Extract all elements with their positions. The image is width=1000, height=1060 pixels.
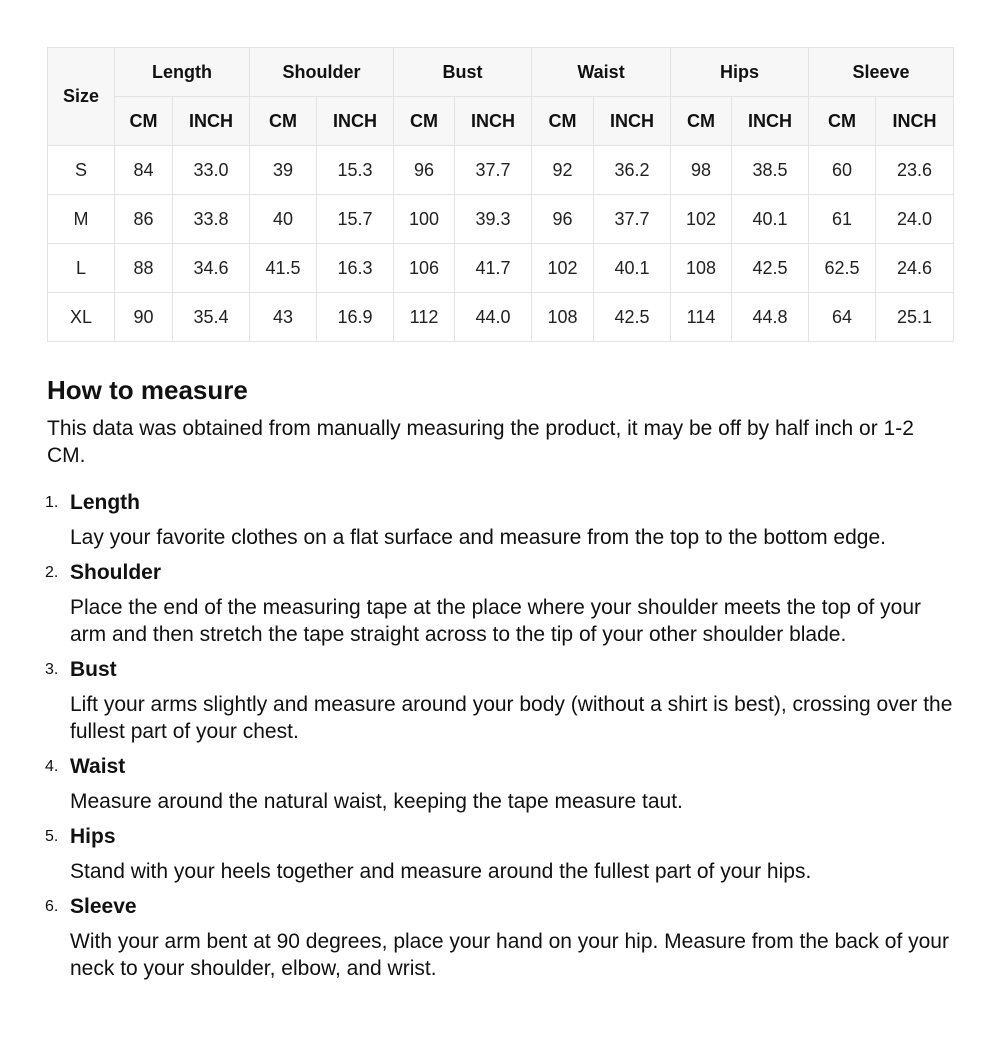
- value-cell: 102: [532, 244, 594, 293]
- value-cell: 38.5: [732, 146, 809, 195]
- value-cell: 24.0: [876, 195, 954, 244]
- table-group-header-row: [48, 48, 954, 97]
- value-cell: 84: [115, 146, 173, 195]
- measure-step-item: [47, 823, 953, 885]
- how-to-measure-title: How to measure: [47, 375, 248, 405]
- value-cell: 92: [532, 146, 594, 195]
- unit-header-inch: INCH: [732, 97, 809, 146]
- table-row: [48, 244, 954, 293]
- unit-header-inch: INCH: [317, 97, 394, 146]
- group-header-sleeve: Sleeve: [809, 48, 954, 97]
- group-header-length: Length: [115, 48, 250, 97]
- measure-intro-text: This data was obtained from manually measuring the product, it may be off by half inch or 1-2 CM.: [47, 417, 914, 467]
- value-cell: 39.3: [455, 195, 532, 244]
- step-number: 2.: [45, 564, 59, 581]
- measure-step-item: [47, 489, 953, 551]
- unit-header-inch: INCH: [594, 97, 671, 146]
- value-cell: 44.0: [455, 293, 532, 342]
- size-chart-table: [47, 47, 954, 342]
- step-number: 5.: [45, 828, 59, 845]
- step-title: Sleeve: [70, 895, 137, 918]
- step-description: Lift your arms slightly and measure around your body (without a shirt is best), crossing over the fullest part of your chest.: [70, 693, 953, 743]
- group-header-bust: Bust: [394, 48, 532, 97]
- step-description: Measure around the natural waist, keeping the tape measure taut.: [70, 790, 683, 813]
- value-cell: 108: [532, 293, 594, 342]
- value-cell: 25.1: [876, 293, 954, 342]
- step-title: Shoulder: [70, 561, 162, 584]
- value-cell: 44.8: [732, 293, 809, 342]
- value-cell: 23.6: [876, 146, 954, 195]
- group-header-hips: Hips: [671, 48, 809, 97]
- group-header-shoulder: Shoulder: [250, 48, 394, 97]
- unit-header-cm: CM: [671, 97, 732, 146]
- unit-header-cm: CM: [809, 97, 876, 146]
- value-cell: 114: [671, 293, 732, 342]
- value-cell: 41.5: [250, 244, 317, 293]
- step-description: Stand with your heels together and measure around the fullest part of your hips.: [70, 860, 812, 883]
- unit-header-cm: CM: [394, 97, 455, 146]
- step-number: 4.: [45, 758, 59, 775]
- size-guide: [47, 47, 953, 990]
- step-number: 6.: [45, 898, 59, 915]
- unit-header-cm: CM: [532, 97, 594, 146]
- table-body: [48, 146, 954, 342]
- step-description: Lay your favorite clothes on a flat surface and measure from the top to the bottom edge.: [70, 526, 886, 549]
- size-cell: XL: [48, 293, 115, 342]
- value-cell: 16.9: [317, 293, 394, 342]
- value-cell: 35.4: [173, 293, 250, 342]
- value-cell: 112: [394, 293, 455, 342]
- value-cell: 96: [394, 146, 455, 195]
- step-number: 3.: [45, 661, 59, 678]
- value-cell: 86: [115, 195, 173, 244]
- value-cell: 96: [532, 195, 594, 244]
- value-cell: 43: [250, 293, 317, 342]
- measure-step-item: [47, 559, 953, 648]
- value-cell: 34.6: [173, 244, 250, 293]
- value-cell: 108: [671, 244, 732, 293]
- step-title: Hips: [70, 825, 116, 848]
- step-title: Bust: [70, 658, 117, 681]
- unit-header-cm: CM: [250, 97, 317, 146]
- value-cell: 40: [250, 195, 317, 244]
- value-cell: 33.8: [173, 195, 250, 244]
- value-cell: 64: [809, 293, 876, 342]
- table-row: [48, 146, 954, 195]
- value-cell: 39: [250, 146, 317, 195]
- step-title: Waist: [70, 755, 126, 778]
- measure-step-item: [47, 656, 953, 745]
- group-header-waist: Waist: [532, 48, 671, 97]
- value-cell: 40.1: [594, 244, 671, 293]
- measure-step-item: [47, 753, 953, 815]
- value-cell: 100: [394, 195, 455, 244]
- unit-header-cm: CM: [115, 97, 173, 146]
- value-cell: 61: [809, 195, 876, 244]
- value-cell: 106: [394, 244, 455, 293]
- value-cell: 37.7: [594, 195, 671, 244]
- unit-header-inch: INCH: [455, 97, 532, 146]
- value-cell: 33.0: [173, 146, 250, 195]
- value-cell: 102: [671, 195, 732, 244]
- measure-steps-list: [47, 489, 953, 982]
- measure-step-item: [47, 893, 953, 982]
- value-cell: 60: [809, 146, 876, 195]
- value-cell: 98: [671, 146, 732, 195]
- value-cell: 41.7: [455, 244, 532, 293]
- value-cell: 90: [115, 293, 173, 342]
- step-number: 1.: [45, 494, 59, 511]
- step-title: Length: [70, 491, 140, 514]
- size-cell: M: [48, 195, 115, 244]
- table-row: [48, 195, 954, 244]
- step-description: With your arm bent at 90 degrees, place your hand on your hip. Measure from the back of your neck to your shoulder, elbow, and wrist.: [70, 930, 949, 980]
- value-cell: 16.3: [317, 244, 394, 293]
- value-cell: 42.5: [594, 293, 671, 342]
- unit-header-inch: INCH: [876, 97, 954, 146]
- value-cell: 37.7: [455, 146, 532, 195]
- step-description: Place the end of the measuring tape at the place where your shoulder meets the top of your arm and then stretch the tape straight across to the tip of your other shoulder blade.: [70, 596, 922, 646]
- size-cell: S: [48, 146, 115, 195]
- size-cell: L: [48, 244, 115, 293]
- size-column-header: Size: [48, 48, 115, 146]
- table-unit-header-row: [48, 97, 954, 146]
- value-cell: 15.7: [317, 195, 394, 244]
- value-cell: 15.3: [317, 146, 394, 195]
- unit-header-inch: INCH: [173, 97, 250, 146]
- table-row: [48, 293, 954, 342]
- value-cell: 62.5: [809, 244, 876, 293]
- value-cell: 42.5: [732, 244, 809, 293]
- value-cell: 36.2: [594, 146, 671, 195]
- value-cell: 88: [115, 244, 173, 293]
- value-cell: 40.1: [732, 195, 809, 244]
- value-cell: 24.6: [876, 244, 954, 293]
